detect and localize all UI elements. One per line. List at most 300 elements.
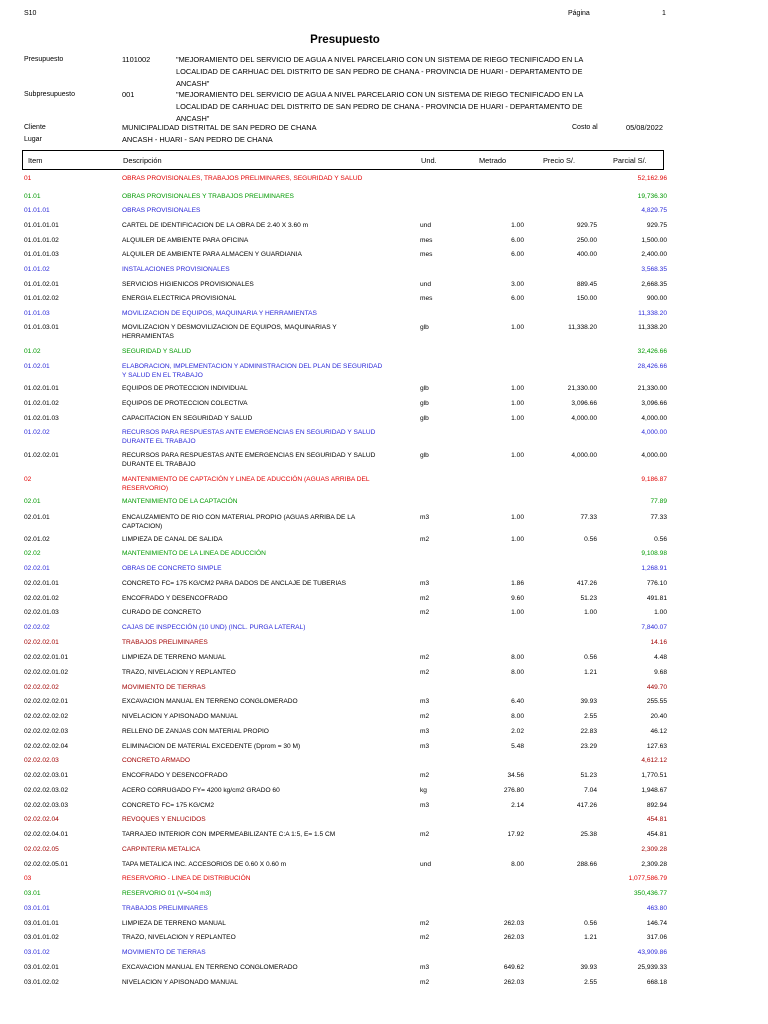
row-description-line: MOVIMIENTO DE TIERRAS [122, 684, 206, 691]
row-parcial: 2,309.28 [641, 861, 667, 868]
row-item-code: 03.01.02 [24, 949, 50, 956]
row-item-code: 02.01 [24, 498, 41, 505]
row-unit: m2 [420, 536, 430, 543]
row-item-code: 01.02.01 [24, 363, 50, 370]
row-parcial: 4.48 [654, 654, 667, 661]
row-description-line: SERVICIOS HIGIENICOS PROVISIONALES [122, 281, 254, 288]
row-item-code: 01.02.02.01 [24, 452, 59, 459]
row-description-line: ELABORACION, IMPLEMENTACION Y ADMINISTRACION DEL PLAN DE SEGURIDAD [122, 363, 383, 370]
row-description [122, 192, 384, 201]
row-item-code: 02.02.02.03.01 [24, 772, 68, 779]
row-description [122, 384, 384, 393]
row-description [122, 771, 384, 780]
row-item-code: 02.02.02.02.02 [24, 713, 68, 720]
row-metrado: 6.40 [511, 698, 524, 705]
row-precio: 77.33 [580, 514, 597, 521]
row-parcial: 4,612.12 [641, 757, 667, 764]
row-parcial: 4,000.00 [641, 415, 667, 422]
row-item-code: 02.01.02 [24, 536, 50, 543]
row-parcial: 776.10 [646, 580, 667, 587]
presupuesto-line: LOCALIDAD DE CARHUAC DEL DISTRITO DE SAN PEDRO DE CHANA - PROVINCIA DE HUARI - DEPARTAMENTO DE [176, 67, 583, 76]
row-description [122, 623, 384, 632]
col-und: Und. [421, 156, 437, 165]
presupuesto-line: ANCASH" [176, 79, 210, 88]
row-unit: m2 [420, 831, 430, 838]
row-description-line: ALQUILER DE AMBIENTE PARA OFICINA [122, 237, 249, 244]
col-metrado: Metrado [479, 156, 507, 165]
row-description-line: REVOQUES Y ENLUCIDOS [122, 816, 206, 823]
costo-label: Costo al [572, 124, 598, 131]
row-precio: 0.56 [584, 536, 597, 543]
row-parcial: 892.94 [646, 802, 667, 809]
row-description-line: TRAZO, NIVELACION Y REPLANTEO [122, 669, 236, 676]
row-item-code: 02.02.02.03 [24, 757, 59, 764]
row-item-code: 01.01.02.02 [24, 295, 59, 302]
row-metrado: 1.00 [511, 514, 524, 521]
row-description [122, 727, 384, 736]
row-metrado: 8.00 [511, 713, 524, 720]
row-item-code: 01.01.02 [24, 266, 50, 273]
row-item-code: 01.01.03.01 [24, 324, 59, 331]
row-item-code: 02.02.02.02.04 [24, 743, 68, 750]
row-item-code: 03.01.01.02 [24, 934, 59, 941]
row-parcial: 77.89 [650, 498, 667, 505]
costo-date: 05/08/2022 [626, 123, 663, 132]
row-metrado: 276.80 [503, 787, 524, 794]
row-parcial: 9.68 [654, 669, 667, 676]
row-item-code: 01.01.01.02 [24, 237, 59, 244]
row-unit: m2 [420, 979, 430, 986]
row-precio: 23.29 [580, 743, 597, 750]
row-parcial: 14.16 [650, 639, 667, 646]
row-description-line: HERRAMIENTAS [122, 333, 174, 340]
row-description [122, 513, 384, 531]
row-unit: mes [420, 295, 433, 302]
row-description-line: DURANTE EL TRABAJO [122, 438, 196, 445]
row-item-code: 03.01 [24, 890, 41, 897]
row-description [122, 697, 384, 706]
row-unit: und [420, 281, 432, 288]
row-item-code: 01.02.02 [24, 429, 50, 436]
row-description-line: MOVILIZACION Y DESMOVILIZACION DE EQUIPOS, MAQUINARIAS Y [122, 324, 337, 331]
table-header [22, 150, 664, 170]
col-precio: Precio S/. [543, 156, 576, 165]
row-metrado: 8.00 [511, 654, 524, 661]
subpresupuesto-label: Subpresupuesto [24, 91, 75, 98]
row-parcial: 3,096.66 [641, 400, 667, 407]
row-parcial: 0.56 [654, 536, 667, 543]
row-description [122, 579, 384, 588]
subpresupuesto-description [176, 89, 616, 125]
presupuesto-label: Presupuesto [24, 56, 64, 63]
row-unit: m3 [420, 698, 430, 705]
row-description-line: OBRAS DE CONCRETO SIMPLE [122, 565, 222, 572]
col-parcial: Parcial S/. [613, 156, 647, 165]
row-unit: mes [420, 237, 433, 244]
row-description [122, 919, 384, 928]
row-description [122, 265, 384, 274]
row-metrado: 1.00 [511, 609, 524, 616]
row-description [122, 399, 384, 408]
row-item-code: 01.01.01 [24, 207, 50, 214]
row-description [122, 668, 384, 677]
row-metrado: 1.00 [511, 452, 524, 459]
row-parcial: 28,426.66 [637, 363, 667, 370]
row-description-line: LIMPIEZA DE TERRENO MANUAL [122, 654, 226, 661]
row-metrado: 6.00 [511, 295, 524, 302]
row-parcial: 449.70 [646, 684, 667, 691]
row-unit: kg [420, 787, 427, 794]
row-description [122, 428, 384, 446]
row-parcial: 1,077,586.79 [628, 875, 667, 882]
row-precio: 21,330.00 [567, 385, 597, 392]
row-description-line: TRABAJOS PRELIMINARES [122, 905, 208, 912]
row-item-code: 01 [24, 175, 32, 182]
row-item-code: 02.02.02.03.02 [24, 787, 68, 794]
row-item-code: 02.02.02.05.01 [24, 861, 68, 868]
row-item-code: 02.02.01.01 [24, 580, 59, 587]
row-metrado: 1.00 [511, 324, 524, 331]
row-precio: 150.00 [576, 295, 597, 302]
row-parcial: 43,909.86 [637, 949, 667, 956]
row-item-code: 02.02.02.04 [24, 816, 59, 823]
row-item-code: 02.02.02.02 [24, 684, 59, 691]
subpresupuesto-line: "MEJORAMIENTO DEL SERVICIO DE AGUA A NIVEL PARCELARIO CON UN SISTEMA DE RIEGO TECNIFICADO EN LA [176, 90, 584, 99]
row-description-line: RESERVORIO) [122, 485, 169, 492]
row-item-code: 01.01.01.03 [24, 251, 59, 258]
report-code: S10 [24, 10, 37, 17]
row-description [122, 904, 384, 913]
row-description-line: EXCAVACION MANUAL EN TERRENO CONGLOMERADO [122, 964, 298, 971]
row-parcial: 2,400.00 [641, 251, 667, 258]
row-metrado: 1.00 [511, 385, 524, 392]
row-description [122, 608, 384, 617]
lugar-label: Lugar [24, 136, 42, 143]
row-precio: 3,096.66 [571, 400, 597, 407]
row-description-line: TAPA METALICA INC. ACCESORIOS DE 0.60 X 0.60 m [122, 861, 287, 868]
row-item-code: 03.01.01 [24, 905, 50, 912]
row-description [122, 889, 384, 898]
row-description [122, 236, 384, 245]
cliente-value: MUNICIPALIDAD DISTRITAL DE SAN PEDRO DE CHANA [122, 123, 317, 132]
row-precio: 7.04 [584, 787, 597, 794]
row-description-line: EXCAVACION MANUAL EN TERRENO CONGLOMERADO [122, 698, 298, 705]
col-descripcion: Descripción [123, 156, 162, 165]
row-metrado: 3.00 [511, 281, 524, 288]
row-description-line: ENERGIA ELECTRICA PROVISIONAL [122, 295, 237, 302]
row-item-code: 03 [24, 875, 32, 882]
page-number: 1 [662, 10, 666, 17]
row-description [122, 786, 384, 795]
row-item-code: 02.02.02.05 [24, 846, 59, 853]
row-unit: m3 [420, 964, 430, 971]
row-item-code: 02.02.02.04.01 [24, 831, 68, 838]
row-item-code: 01.02.01.03 [24, 415, 59, 422]
row-precio: 1.21 [584, 669, 597, 676]
row-unit: m2 [420, 669, 430, 676]
row-item-code: 02 [24, 476, 32, 483]
row-description-line: CAJAS DE INSPECCIÓN (10 UND) (INCL. PURGA LATERAL) [122, 624, 306, 631]
row-item-code: 01.02 [24, 348, 41, 355]
row-parcial: 11,338.20 [638, 310, 667, 317]
row-parcial: 4,000.00 [641, 452, 667, 459]
row-parcial: 7,840.07 [641, 624, 667, 631]
row-description [122, 206, 384, 215]
row-description [122, 830, 384, 839]
row-parcial: 1,948.67 [641, 787, 667, 794]
row-unit: m3 [420, 743, 430, 750]
row-description [122, 250, 384, 259]
row-metrado: 1.00 [511, 222, 524, 229]
row-description [122, 978, 384, 987]
col-item: Item [28, 156, 43, 165]
row-item-code: 02.02.02.02.01 [24, 698, 68, 705]
row-description [122, 451, 384, 469]
row-metrado: 5.48 [511, 743, 524, 750]
row-parcial: 454.81 [646, 831, 667, 838]
row-metrado: 6.00 [511, 237, 524, 244]
row-description-line: RECURSOS PARA RESPUESTAS ANTE EMERGENCIAS EN SEGURIDAD Y SALUD [122, 429, 376, 436]
subpresupuesto-line: ANCASH" [176, 114, 210, 123]
row-parcial: 929.75 [646, 222, 667, 229]
row-description-line: INSTALACIONES PROVISIONALES [122, 266, 230, 273]
row-description [122, 594, 384, 603]
row-description [122, 712, 384, 721]
row-description [122, 174, 384, 183]
row-description-line: MOVIMIENTO DE TIERRAS [122, 949, 206, 956]
row-description-line: DURANTE EL TRABAJO [122, 461, 196, 468]
row-description-line: CONCRETO FC= 175 KG/CM2 [122, 802, 215, 809]
row-precio: 1.21 [584, 934, 597, 941]
row-precio: 0.56 [584, 654, 597, 661]
row-description [122, 475, 384, 493]
row-parcial: 4,000.00 [641, 429, 667, 436]
page-label: Página [568, 10, 590, 17]
row-description [122, 948, 384, 957]
row-description-line: OBRAS PROVISIONALES, TRABAJOS PRELIMINARES, SEGURIDAD Y SALUD [122, 175, 363, 182]
row-description [122, 742, 384, 751]
row-metrado: 1.00 [511, 400, 524, 407]
row-precio: 1.00 [584, 609, 597, 616]
row-parcial: 21,330.00 [637, 385, 667, 392]
row-unit: m2 [420, 920, 430, 927]
row-parcial: 454.81 [646, 816, 667, 823]
row-precio: 929.75 [576, 222, 597, 229]
row-description [122, 564, 384, 573]
presupuesto-code: 1101002 [122, 55, 151, 64]
row-metrado: 6.00 [511, 251, 524, 258]
row-item-code: 01.01.01.01 [24, 222, 59, 229]
row-description-line: OBRAS PROVISIONALES Y TRABAJOS PRELIMINARES [122, 193, 294, 200]
row-item-code: 02.01.01 [24, 514, 50, 521]
row-parcial: 9,186.87 [641, 476, 667, 483]
row-precio: 39.93 [580, 964, 597, 971]
row-description-line: CAPACITACION EN SEGURIDAD Y SALUD [122, 415, 253, 422]
row-parcial: 2,309.28 [641, 846, 667, 853]
row-parcial: 9,108.98 [641, 550, 667, 557]
row-description-line: LIMPIEZA DE CANAL DE SALIDA [122, 536, 223, 543]
row-description [122, 653, 384, 662]
row-precio: 417.26 [576, 802, 597, 809]
row-description-line: RECURSOS PARA RESPUESTAS ANTE EMERGENCIAS EN SEGURIDAD Y SALUD [122, 452, 376, 459]
subpresupuesto-code: 001 [122, 90, 135, 99]
row-description [122, 280, 384, 289]
row-metrado: 649.62 [503, 964, 524, 971]
row-unit: m2 [420, 772, 430, 779]
row-unit: glb [420, 400, 429, 407]
row-metrado: 8.00 [511, 861, 524, 868]
row-metrado: 262.03 [503, 934, 524, 941]
row-description [122, 309, 384, 318]
row-metrado: 17.92 [507, 831, 524, 838]
row-precio: 4,000.00 [571, 415, 597, 422]
row-description-line: MANTENIMIENTO DE LA CAPTACIÓN [122, 498, 238, 505]
row-parcial: 25,939.33 [637, 964, 667, 971]
row-precio: 889.45 [576, 281, 597, 288]
row-item-code: 02.02.02.03.03 [24, 802, 68, 809]
row-precio: 417.26 [576, 580, 597, 587]
row-description [122, 549, 384, 558]
row-parcial: 491.81 [646, 595, 667, 602]
row-unit: m2 [420, 713, 430, 720]
row-precio: 25.38 [580, 831, 597, 838]
row-description-line: Y SALUD EN EL TRABAJO [122, 372, 203, 379]
row-parcial: 317.06 [646, 934, 667, 941]
row-description-line: NIVELACION Y APISONADO MANUAL [122, 979, 238, 986]
row-description [122, 414, 384, 423]
cliente-label: Cliente [24, 124, 46, 131]
row-parcial: 1,268.91 [641, 565, 667, 572]
row-precio: 400.00 [576, 251, 597, 258]
row-description [122, 756, 384, 765]
row-parcial: 255.55 [646, 698, 667, 705]
row-description-line: TRABAJOS PRELIMINARES [122, 639, 208, 646]
row-unit: m2 [420, 609, 430, 616]
row-precio: 11,338.20 [568, 324, 597, 331]
row-metrado: 34.56 [507, 772, 524, 779]
row-item-code: 02.02.02.01 [24, 639, 59, 646]
row-parcial: 52,162.96 [637, 175, 667, 182]
row-item-code: 01.01.02.01 [24, 281, 59, 288]
row-description-line: MOVILIZACION DE EQUIPOS, MAQUINARIA Y HERRAMIENTAS [122, 310, 317, 317]
page-title: Presupuesto [310, 34, 380, 46]
row-parcial: 20.40 [650, 713, 667, 720]
row-parcial: 2,668.35 [641, 281, 667, 288]
row-description-line: SEGURIDAD Y SALUD [122, 348, 192, 355]
row-description [122, 683, 384, 692]
row-precio: 0.56 [584, 920, 597, 927]
subpresupuesto-line: LOCALIDAD DE CARHUAC DEL DISTRITO DE SAN PEDRO DE CHANA - PROVINCIA DE HUARI - DEPARTAMENTO DE [176, 102, 583, 111]
row-description [122, 497, 384, 506]
row-description [122, 638, 384, 647]
row-description-line: LIMPIEZA DE TERRENO MANUAL [122, 920, 226, 927]
row-parcial: 77.33 [650, 514, 667, 521]
row-item-code: 02.02.02 [24, 624, 50, 631]
row-description-line: ENCAUZAMIENTO DE RIO CON MATERIAL PROPIO (AGUAS ARRIBA DE LA [122, 514, 356, 521]
presupuesto-line: "MEJORAMIENTO DEL SERVICIO DE AGUA A NIVEL PARCELARIO CON UN SISTEMA DE RIEGO TECNIFICADO EN LA [176, 55, 584, 64]
row-description-line: ENCOFRADO Y DESENCOFRADO [122, 595, 228, 602]
row-precio: 288.66 [576, 861, 597, 868]
row-parcial: 19,736.30 [637, 193, 667, 200]
row-description-line: TARRAJEO INTERIOR CON IMPERMEABILIZANTE C:A 1:5, E= 1.5 CM [122, 831, 336, 838]
row-unit: m2 [420, 934, 430, 941]
row-precio: 22.83 [580, 728, 597, 735]
row-description-line: RELLENO DE ZANJAS CON MATERIAL PROPIO [122, 728, 269, 735]
row-description [122, 815, 384, 824]
row-description-line: CONCRETO FC= 175 KG/CM2 PARA DADOS DE ANCLAJE DE TUBERIAS [122, 580, 347, 587]
row-item-code: 01.01.03 [24, 310, 50, 317]
row-unit: mes [420, 251, 433, 258]
row-precio: 51.23 [580, 595, 597, 602]
row-unit: m3 [420, 514, 430, 521]
row-unit: glb [420, 415, 429, 422]
row-description [122, 535, 384, 544]
row-description [122, 347, 384, 356]
row-item-code: 01.01 [24, 193, 41, 200]
lugar-value: ANCASH - HUARI - SAN PEDRO DE CHANA [122, 135, 273, 144]
row-description [122, 323, 384, 341]
row-description [122, 362, 384, 380]
row-unit: m2 [420, 654, 430, 661]
row-item-code: 03.01.01.01 [24, 920, 59, 927]
row-description-line: EQUIPOS DE PROTECCION INDIVIDUAL [122, 385, 248, 392]
row-description [122, 933, 384, 942]
row-description [122, 963, 384, 972]
row-unit: glb [420, 324, 429, 331]
row-unit: m3 [420, 728, 430, 735]
row-parcial: 350,436.77 [633, 890, 667, 897]
row-parcial: 1,500.00 [641, 237, 667, 244]
row-description-line: TRAZO, NIVELACION Y REPLANTEO [122, 934, 236, 941]
row-parcial: 32,426.66 [637, 348, 667, 355]
row-description-line: ALQUILER DE AMBIENTE PARA ALMACEN Y GUARDIANIA [122, 251, 302, 258]
row-metrado: 1.86 [511, 580, 524, 587]
row-parcial: 668.18 [646, 979, 667, 986]
row-description [122, 294, 384, 303]
row-metrado: 1.00 [511, 536, 524, 543]
row-item-code: 02.02.01.02 [24, 595, 59, 602]
row-description [122, 801, 384, 810]
row-description-line: OBRAS PROVISIONALES [122, 207, 201, 214]
row-parcial: 1.00 [654, 609, 667, 616]
row-parcial: 900.00 [646, 295, 667, 302]
row-description-line: RESERVORIO - LINEA DE DISTRIBUCIÓN [122, 875, 251, 882]
row-parcial: 146.74 [646, 920, 667, 927]
row-parcial: 11,338.20 [638, 324, 667, 331]
row-item-code: 01.02.01.01 [24, 385, 59, 392]
row-parcial: 46.12 [650, 728, 667, 735]
row-description-line: ACERO CORRUGADO FY= 4200 kg/cm2 GRADO 60 [122, 787, 280, 794]
row-unit: m3 [420, 580, 430, 587]
row-item-code: 03.01.02.01 [24, 964, 59, 971]
row-description [122, 221, 384, 230]
row-unit: glb [420, 385, 429, 392]
row-metrado: 2.02 [511, 728, 524, 735]
row-description-line: MANTENIMIENTO DE CAPTACIÓN Y LINEA DE ADUCCIÓN (AGUAS ARRIBA DEL [122, 476, 370, 483]
row-precio: 2.55 [584, 713, 597, 720]
row-description-line: CAPTACION) [122, 523, 163, 530]
row-metrado: 9.60 [511, 595, 524, 602]
row-description [122, 874, 384, 883]
row-description-line: RESERVORIO 01 (V=504 m3) [122, 890, 212, 897]
row-parcial: 4,829.75 [641, 207, 667, 214]
row-parcial: 463.80 [646, 905, 667, 912]
row-metrado: 2.14 [511, 802, 524, 809]
row-precio: 2.55 [584, 979, 597, 986]
row-precio: 250.00 [576, 237, 597, 244]
row-description-line: CARTEL DE IDENTIFICACION DE LA OBRA DE 2.40 X 3.60 m [122, 222, 309, 229]
row-metrado: 262.03 [503, 920, 524, 927]
